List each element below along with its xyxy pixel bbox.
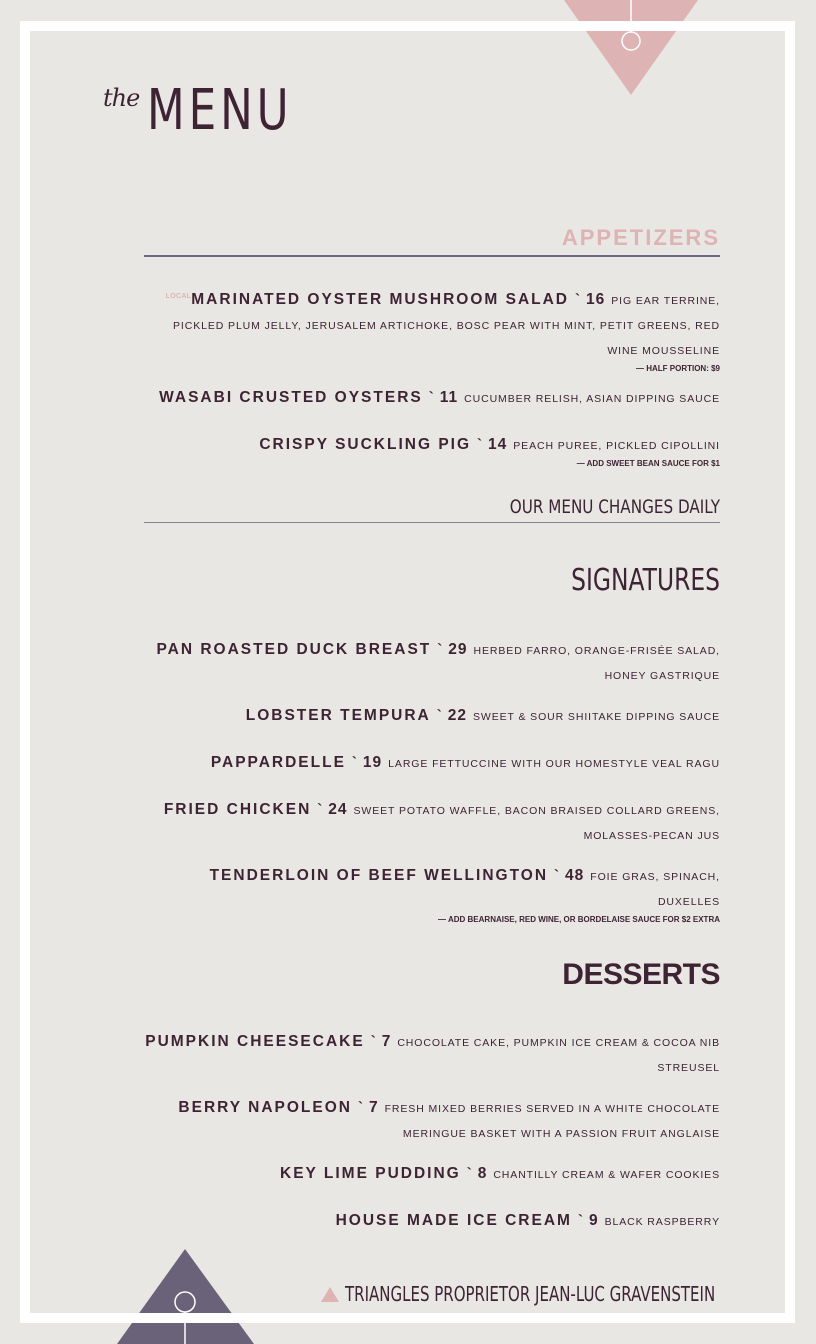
item-name: WASABI CRUSTED OYSTERS [159, 389, 423, 406]
item-name: HOUSE MADE ICE CREAM [335, 1212, 572, 1229]
item-name: CRISPY SUCKLING PIG [259, 436, 472, 453]
pink-triangle-ornament-icon [564, 0, 698, 95]
item-separator: ` [554, 867, 560, 884]
title-main: MENU [147, 78, 293, 143]
item-price: 48 [565, 867, 585, 884]
local-badge: LOCAL [165, 293, 192, 300]
item-separator: ` [477, 436, 483, 453]
item-separator: ` [436, 707, 442, 724]
menu-item [144, 1209, 725, 1234]
item-separator: ` [428, 389, 434, 406]
tagline-divider [144, 522, 720, 523]
item-price: 8 [477, 1165, 488, 1182]
triangle-icon [321, 1287, 339, 1302]
item-note: — ADD BEARNAISE, RED WINE, OR BORDELAISE SAUCE FOR $2 EXTRA [438, 915, 720, 924]
slate-triangle-ornament-icon [117, 1249, 254, 1344]
menu-item [144, 704, 725, 729]
menu-item [144, 1096, 725, 1146]
item-description: LARGE FETTUCCINE WITH OUR HOMESTYLE VEAL RAGU [388, 758, 720, 770]
item-price: 11 [439, 389, 459, 406]
signatures-heading: SIGNATURES [571, 563, 720, 598]
menu-item [144, 285, 725, 376]
item-description: SWEET & SOUR SHIITAKE DIPPING SAUCE [473, 711, 720, 723]
item-price: 22 [447, 707, 467, 724]
item-price: 14 [488, 436, 508, 453]
item-separator: ` [317, 801, 323, 818]
menu-item [144, 751, 725, 776]
item-note: — ADD SWEET BEAN SAUCE FOR $1 [576, 459, 720, 468]
appetizers-divider [144, 255, 720, 257]
proprietor-text: TRIANGLES PROPRIETOR JEAN-LUC GRAVENSTEIN [345, 1282, 716, 1306]
menu-item [144, 638, 725, 688]
menu-changes-tagline: OUR MENU CHANGES DAILY [509, 496, 720, 518]
item-separator: ` [437, 641, 443, 658]
item-description: PIG EAR TERRINE, PICKLED PLUM JELLY, JERUSALEM ARTICHOKE, BOSC PEAR WITH MINT, PETIT GREENS, RED WINE MOUSSELINE [172, 295, 720, 357]
item-price: 19 [362, 754, 383, 771]
item-name: PAPPARDELLE [210, 754, 346, 771]
item-separator: ` [575, 291, 581, 308]
item-price: 24 [328, 801, 348, 818]
item-price: 9 [588, 1212, 599, 1229]
menu-item [144, 1030, 725, 1080]
item-description: FRESH MIXED BERRIES SERVED IN A WHITE CHOCOLATE MERINGUE BASKET WITH A PASSION FRUIT ANGLAISE [384, 1103, 720, 1140]
item-price: 16 [586, 291, 606, 308]
item-description: CHOCOLATE CAKE, PUMPKIN ICE CREAM & COCOA NIB STREUSEL [397, 1037, 720, 1074]
item-separator: ` [370, 1033, 376, 1050]
item-separator: ` [351, 754, 357, 771]
item-separator: ` [357, 1099, 363, 1116]
item-name: PUMPKIN CHEESECAKE [145, 1033, 365, 1050]
menu-item [144, 864, 725, 927]
item-name: TENDERLOIN OF BEEF WELLINGTON [209, 867, 549, 884]
menu-item [144, 433, 725, 471]
item-name: KEY LIME PUDDING [280, 1165, 461, 1182]
menu-item [144, 386, 725, 411]
item-description: SWEET POTATO WAFFLE, BACON BRAISED COLLARD GREENS, MOLASSES-PECAN JUS [353, 805, 720, 842]
item-price: 29 [448, 641, 468, 658]
item-description: CHANTILLY CREAM & WAFER COOKIES [493, 1169, 720, 1181]
item-description: FOIE GRAS, SPINACH, DUXELLES [590, 871, 720, 908]
desserts-heading: DESSERTS [562, 958, 720, 991]
item-name: PAN ROASTED DUCK BREAST [156, 641, 432, 658]
item-description: BLACK RASPBERRY [604, 1216, 720, 1228]
item-name: BERRY NAPOLEON [178, 1099, 352, 1116]
item-description: PEACH PUREE, PICKLED CIPOLLINI [513, 440, 720, 452]
item-separator: ` [577, 1212, 583, 1229]
item-price: 7 [381, 1033, 392, 1050]
menu-item [144, 1162, 725, 1187]
item-description: CUCUMBER RELISH, ASIAN DIPPING SAUCE [464, 393, 720, 405]
item-description: HERBED FARRO, ORANGE-FRISÉE SALAD, HONEY GASTRIQUE [473, 645, 720, 682]
item-name: MARINATED OYSTER MUSHROOM SALAD [191, 291, 570, 308]
appetizers-heading: APPETIZERS [561, 225, 720, 250]
menu-item [144, 798, 725, 848]
item-note: — HALF PORTION: $9 [635, 364, 720, 373]
title-prefix: the [103, 84, 140, 112]
item-price: 7 [368, 1099, 379, 1116]
item-name: FRIED CHICKEN [163, 801, 312, 818]
item-separator: ` [466, 1165, 472, 1182]
proprietor-footer [321, 1282, 720, 1306]
item-name: LOBSTER TEMPURA [245, 707, 431, 724]
